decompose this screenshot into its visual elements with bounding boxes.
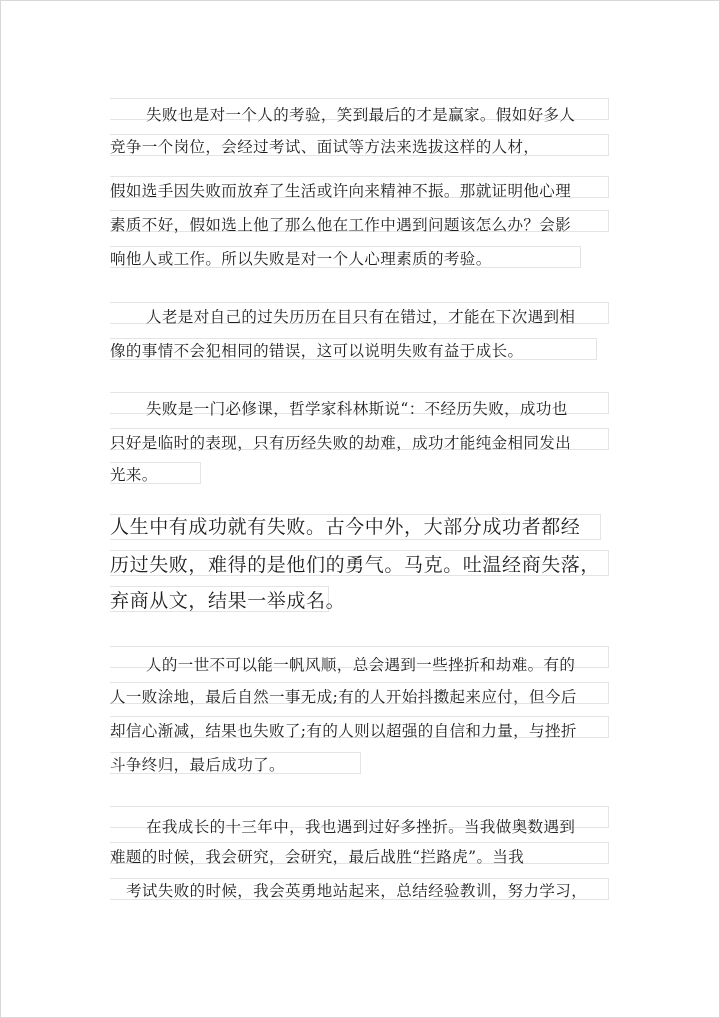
paragraph-line: 弃商从文，结果一举成名。 bbox=[110, 590, 346, 612]
paragraph-line: 人生中有成功就有失败。古今中外，大部分成功者都经 bbox=[110, 516, 581, 538]
paragraph-line: 响他人或工作。所以失败是对一个人心理素质的考验。 bbox=[110, 250, 492, 268]
paragraph-line: 人一败涂地，最后自然一事无成;有的人开始抖擞起来应付，但今后 bbox=[110, 688, 577, 706]
paragraph-line: 人老是对自己的过失历历在目只有在错过，才能在下次遇到相 bbox=[146, 308, 576, 326]
paragraph-line: 素质不好，假如选上他了那么他在工作中遇到问题该怎么办？会影 bbox=[110, 216, 572, 234]
paragraph-line: 失败是一门必修课，哲学家科林斯说“：不经历失败，成功也 bbox=[146, 400, 568, 418]
paragraph-line: 人的一世不可以能一帆风顺，总会遇到一些挫折和劫难。有的 bbox=[146, 656, 576, 674]
paragraph-line: 历过失败，难得的是他们的勇气。马克。吐温经商失落， bbox=[110, 554, 601, 576]
paragraph-line: 竞争一个岗位，会经过考试、面试等方法来选拔这样的人材， bbox=[110, 138, 540, 156]
paragraph-line: 只好是临时的表现，只有历经失败的劫难，成功才能纯金相同发出 bbox=[110, 434, 572, 452]
paragraph-line: 斗争终归，最后成功了。 bbox=[110, 756, 285, 774]
paragraph-line: 失败也是对一个人的考验，笑到最后的才是赢家。假如好多人 bbox=[146, 106, 576, 124]
paragraph-line: 在我成长的十三年中，我也遇到过好多挫折。当我做奥数遇到 bbox=[146, 818, 576, 836]
paragraph-line: 像的事情不会犯相同的错误，这可以说明失败有益于成长。 bbox=[110, 342, 524, 360]
paragraph-line: 却信心渐减，结果也失败了;有的人则以超强的自信和力量，与挫折 bbox=[110, 722, 577, 740]
paragraph-line: 难题的时候，我会研究，会研究，最后战胜“拦路虎”。当我 bbox=[110, 848, 525, 866]
paragraph-line: 光来。 bbox=[110, 466, 158, 484]
paragraph-line: 考试失败的时候，我会英勇地站起来，总结经验教训，努力学习， bbox=[126, 882, 588, 900]
paragraph-line: 假如选手因失败而放弃了生活或许向来精神不振。那就证明他心理 bbox=[110, 182, 572, 200]
